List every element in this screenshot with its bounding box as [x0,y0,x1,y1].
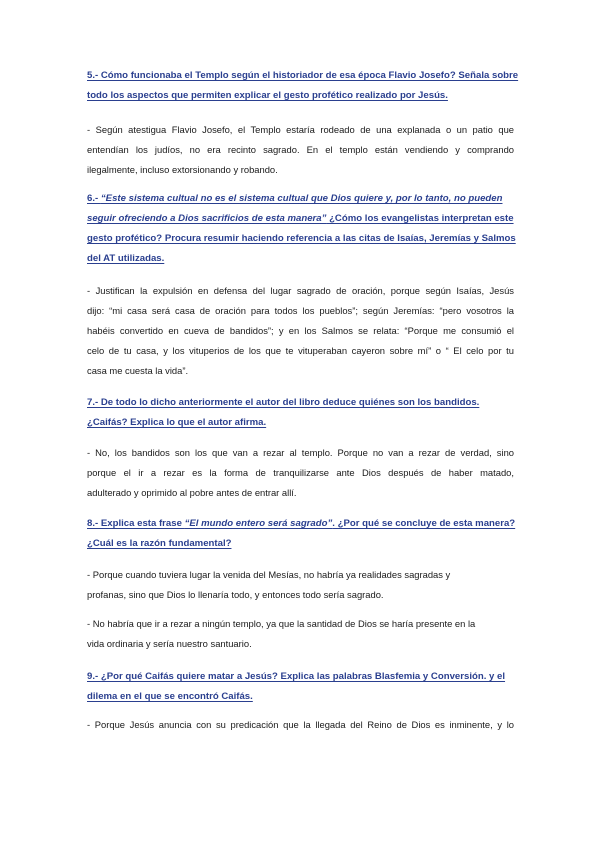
answer-9 [87,715,514,735]
answer-6-line-3: habéis convertido en cueva de bandidos”; y en los Salmos se relata: “Porque me consumió el [87,325,514,336]
answer-8b-line-1: - No habría que ir a rezar a ningún templo, ya que la santidad de Dios se haría presente en la [87,618,476,629]
question-7-line-1: 7.- De todo lo dicho anteriormente el autor del libro deduce quiénes son los bandidos. [87,397,480,408]
answer-8-paragraph-1 [87,565,514,605]
question-5-line-2: todo los aspectos que permiten explicar el gesto profético realizado por Jesús. [87,90,448,101]
answer-8a-line-1: - Porque cuando tuviera lugar la venida del Mesías, no habría ya realidades sagradas y [87,569,451,580]
question-6-line-4: del AT utilizadas. [87,253,165,264]
question-9 [87,667,514,707]
question-8-quote: “El mundo entero será sagrado” [184,518,333,529]
question-6-line-2 [87,209,514,229]
question-8-line-2: ¿Cuál es la razón fundamental? [87,538,232,549]
question-7-line-2: ¿Caifás? Explica lo que el autor afirma. [87,417,267,428]
answer-5 [87,120,514,180]
answer-8a-line-2: profanas, sino que Dios lo llenaría todo, y entonces todo sería sagrado. [87,589,384,600]
question-7 [87,393,514,433]
question-8 [87,514,514,554]
question-5-line-1: 5.- Cómo funcionaba el Templo según el historiador de esa época Flavio Josefo? Señala sobre [87,70,519,81]
answer-5-line-2: entendían los judíos, no era recinto sagrado. En el templo están vendiendo y comprando [87,144,514,155]
question-6-number: 6.- [87,193,101,204]
question-6-line-1 [87,189,514,209]
answer-7-line-1: - No, los bandidos son los que van a rezar al templo. Porque no van a rezar de verdad, sino [87,447,514,458]
answer-5-line-1: - Según atestigua Flavio Josefo, el Templo estaría rodeado de una explanada o un patio que [87,124,514,135]
answer-6-line-2: dijo: “mi casa será casa de oración para todos los pueblos”; según Jeremías: “pero vosotros la [87,305,514,316]
answer-6 [87,281,514,381]
question-6-quote-part-2: seguir ofreciendo a Dios sacrificios de esta manera” [87,213,327,224]
question-9-line-2: dilema en el que se encontró Caifás. [87,691,253,702]
question-8-intro: 8.- Explica esta frase [87,518,185,529]
question-6-quote-part-1: “Este sistema cultual no es el sistema cultual que Dios quiere y, por lo tanto, no pueden [100,193,503,204]
answer-7-line-2: porque el ir a rezar es la forma de tranquilizarse ante Dios después de haber matado, [87,467,514,478]
question-6-line-3: gesto profético? Procura resumir haciendo referencia a las citas de Isaías, Jeremías y Salmos [87,233,516,244]
answer-9-line-1: - Porque Jesús anuncia con su predicación que la llegada del Reino de Dios es inminente, y lo [87,719,514,730]
question-8-question-text: . ¿Por qué se concluye de esta manera? [332,518,516,529]
answer-8b-line-2: vida ordinaria y sería nuestro santuario. [87,638,252,649]
answer-8-paragraph-2 [87,614,514,654]
question-8-line-1 [87,514,514,534]
answer-7-line-3: adulterado y oprimido al pobre antes de entrar allí. [87,487,297,498]
question-6-question-text: ¿Cómo los evangelistas interpretan este [326,213,514,224]
answer-6-line-5: casa me cuesta la vida”. [87,365,189,376]
answer-6-line-1: - Justifican la expulsión en defensa del lugar sagrado de oración, porque según Isaías, Jesús [87,285,514,296]
answer-7 [87,443,514,503]
answer-5-line-3: ilegalmente, incluso extorsionando y robando. [87,164,278,175]
question-6 [87,189,514,269]
question-9-line-1: 9.- ¿Por qué Caifás quiere matar a Jesús? Explica las palabras Blasfemia y Conversión. y el [87,671,506,682]
question-5 [87,66,519,106]
answer-6-line-4: celo de tu casa, y los vituperios de los que te vituperaban cayeron sobre mí” o “ El celo por tu [87,345,514,356]
